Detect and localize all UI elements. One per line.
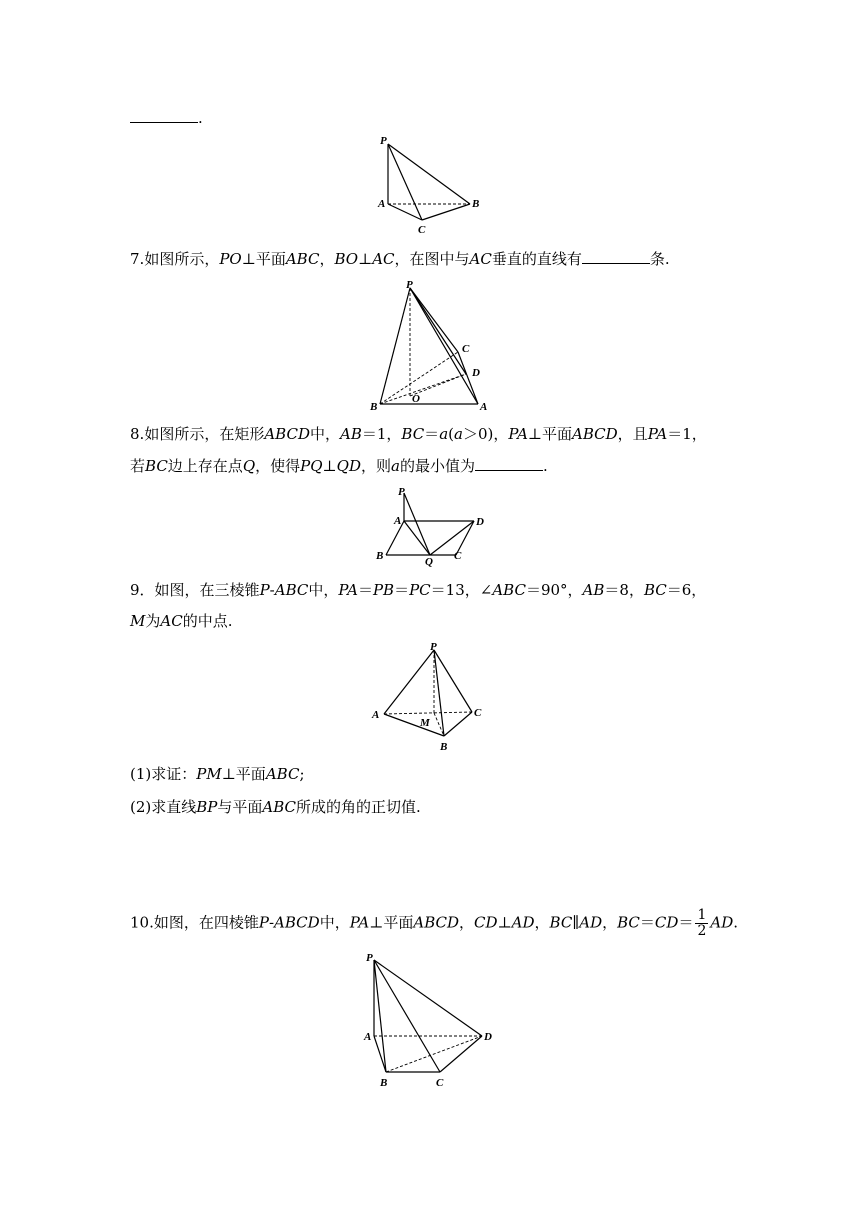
label-b: B <box>380 1077 388 1089</box>
question-9-part-1: (1)求证：PM⊥平面ABC; <box>130 765 305 783</box>
answer-blank[interactable] <box>475 456 543 471</box>
label-c: C <box>418 224 426 236</box>
label-c: C <box>462 343 470 355</box>
question-9-line-1: 9．如图，在三棱锥P-ABC中，PA＝PB＝PC＝13，∠ABC＝90°，AB＝8，BC＝6， <box>130 581 707 599</box>
question-7: 7.如图所示，PO⊥平面ABC，BO⊥AC，在图中与AC垂直的直线有 条. <box>130 250 670 268</box>
label-d: D <box>472 367 480 379</box>
label-b: B <box>376 550 384 562</box>
question-10: 10.如图，在四棱锥P-ABCD中，PA⊥平面ABCD，CD⊥AD，BC∥AD，BC＝CD＝ $\frac{1}{2}$ AD. <box>130 907 739 939</box>
figure-2-pyramid <box>370 278 500 414</box>
label-o: O <box>412 393 420 405</box>
label-d: D <box>484 1031 492 1043</box>
label-c: C <box>454 550 462 562</box>
label-c: C <box>436 1077 444 1089</box>
label-q: Q <box>425 556 433 568</box>
top-answer-line: . <box>130 108 203 128</box>
question-8-line-2: 若BC边上存在点Q，使得PQ⊥QD，则a的最小值为 . <box>130 457 548 475</box>
label-p: P <box>366 952 373 964</box>
label-a: A <box>372 709 380 721</box>
label-b: B <box>472 198 480 210</box>
label-c: C <box>474 707 482 719</box>
question-9-line-2: M为AC的中点. <box>130 612 233 630</box>
label-p: P <box>380 135 387 147</box>
label-a: A <box>480 401 488 413</box>
label-a: A <box>364 1031 372 1043</box>
figure-3-rectangle-pyramid <box>370 483 500 567</box>
label-b: B <box>440 741 448 753</box>
label-b: B <box>370 401 378 413</box>
question-8-line-1: 8.如图所示，在矩形ABCD中，AB＝1，BC＝a(a＞0)，PA⊥平面ABCD，且PA＝1， <box>130 425 707 443</box>
fraction-one-half: $\frac{1}{2}$ <box>697 907 707 939</box>
label-p: P <box>430 641 437 653</box>
label-m: M <box>420 717 430 729</box>
label-p: P <box>406 279 413 291</box>
question-9-part-2: (2)求直线BP与平面ABC所成的角的正切值. <box>130 798 421 816</box>
label-p: P <box>398 486 405 498</box>
answer-blank[interactable] <box>582 249 650 264</box>
label-a: A <box>378 198 386 210</box>
figure-5-quadrangular-pyramid <box>356 948 502 1096</box>
label-a: A <box>394 515 402 527</box>
figure-1-tetrahedron <box>370 132 490 242</box>
figure-4-triangular-pyramid <box>368 640 494 756</box>
answer-blank[interactable] <box>130 108 198 123</box>
label-d: D <box>476 516 484 528</box>
